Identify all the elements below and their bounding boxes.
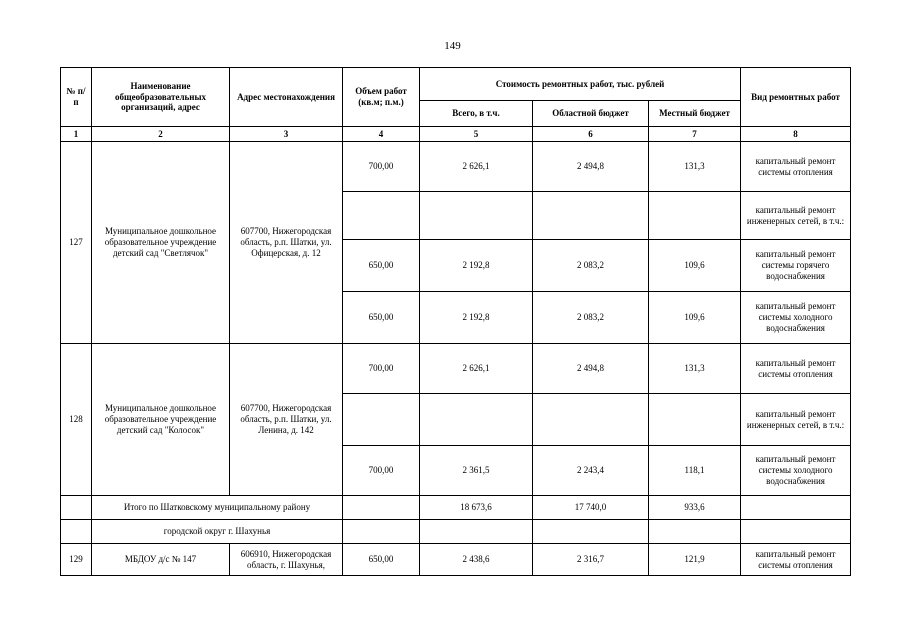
entry-number: 127 [61,142,92,344]
cost-total: 2 361,5 [420,446,533,496]
cost-total: 2 626,1 [420,344,533,394]
column-number: 7 [649,127,741,142]
entry-number: 129 [61,544,92,576]
header-work-type: Вид ремонтных работ [741,68,851,127]
work-type: капитальный ремонт инженерных сетей, в т.ч.: [741,192,851,240]
work-type: капитальный ремонт системы отопления [741,544,851,576]
header-regional-budget: Областной бюджет [533,101,649,127]
work-type: капитальный ремонт инженерных сетей, в т.ч.: [741,394,851,446]
cost-regional: 2 316,7 [533,544,649,576]
column-number: 2 [92,127,230,142]
cost-total: 2 192,8 [420,292,533,344]
subtotal-local: 933,6 [649,496,741,520]
work-volume [343,394,420,446]
work-type: капитальный ремонт системы отопления [741,142,851,192]
subtotal-row [61,496,851,520]
header-number: № п/п [61,68,92,127]
work-volume: 700,00 [343,142,420,192]
column-number: 4 [343,127,420,142]
subtotal-total: 18 673,6 [420,496,533,520]
column-number: 5 [420,127,533,142]
organization-name: Муниципальное дошкольное образовательное учреждение детский сад "Светлячок" [92,142,230,344]
cost-regional: 2 083,2 [533,292,649,344]
cost-regional [533,394,649,446]
subtotal-label: Итого по Шатковскому муниципальному району [92,496,343,520]
header-address: Адрес местонахождения [230,68,343,127]
entry-number: 128 [61,344,92,496]
cost-total [420,394,533,446]
organization-address: 607700, Нижегородская область, р.п. Шатки, ул. Ленина, д. 142 [230,344,343,496]
work-type: капитальный ремонт системы холодного водоснабжения [741,292,851,344]
work-volume: 700,00 [343,344,420,394]
header-organization: Наименование общеобразовательных организаций, адрес [92,68,230,127]
column-number: 8 [741,127,851,142]
work-volume: 650,00 [343,240,420,292]
work-volume [343,192,420,240]
organization-name: МБДОУ д/с № 147 [92,544,230,576]
cost-regional: 2 243,4 [533,446,649,496]
work-type: капитальный ремонт системы холодного водоснабжения [741,446,851,496]
column-number: 3 [230,127,343,142]
cost-local: 109,6 [649,292,741,344]
cost-total [420,192,533,240]
cost-local [649,394,741,446]
cost-total: 2 626,1 [420,142,533,192]
table-row [61,344,851,394]
organization-address: 607700, Нижегородская область, р.п. Шатки, ул. Офицерская, д. 12 [230,142,343,344]
cost-regional: 2 494,8 [533,142,649,192]
cost-local: 109,6 [649,240,741,292]
work-volume: 700,00 [343,446,420,496]
work-type: капитальный ремонт системы горячего водоснабжения [741,240,851,292]
column-number: 1 [61,127,92,142]
section-row [61,520,851,544]
work-volume: 650,00 [343,544,420,576]
cost-local: 131,3 [649,142,741,192]
header-local-budget: Местный бюджет [649,101,741,127]
cost-regional [533,192,649,240]
work-volume: 650,00 [343,292,420,344]
organization-name: Муниципальное дошкольное образовательное учреждение детский сад "Колосок" [92,344,230,496]
table-row [61,544,851,576]
cost-local: 121,9 [649,544,741,576]
cost-regional: 2 494,8 [533,344,649,394]
cost-local: 131,3 [649,344,741,394]
cost-local [649,192,741,240]
column-number: 6 [533,127,649,142]
subtotal-regional: 17 740,0 [533,496,649,520]
cost-local: 118,1 [649,446,741,496]
organization-address: 606910, Нижегородская область, г. Шахунья, [230,544,343,576]
header-volume: Объем работ (кв.м; п.м.) [343,68,420,127]
header-cost-group: Стоимость ремонтных работ, тыс. рублей [420,68,741,101]
page-number: 149 [444,40,461,52]
cost-regional: 2 083,2 [533,240,649,292]
repair-works-table [60,67,851,576]
table-row [61,142,851,192]
work-type: капитальный ремонт системы отопления [741,344,851,394]
header-total: Всего, в т.ч. [420,101,533,127]
cost-total: 2 192,8 [420,240,533,292]
section-label: городской округ г. Шахунья [92,520,343,544]
cost-total: 2 438,6 [420,544,533,576]
